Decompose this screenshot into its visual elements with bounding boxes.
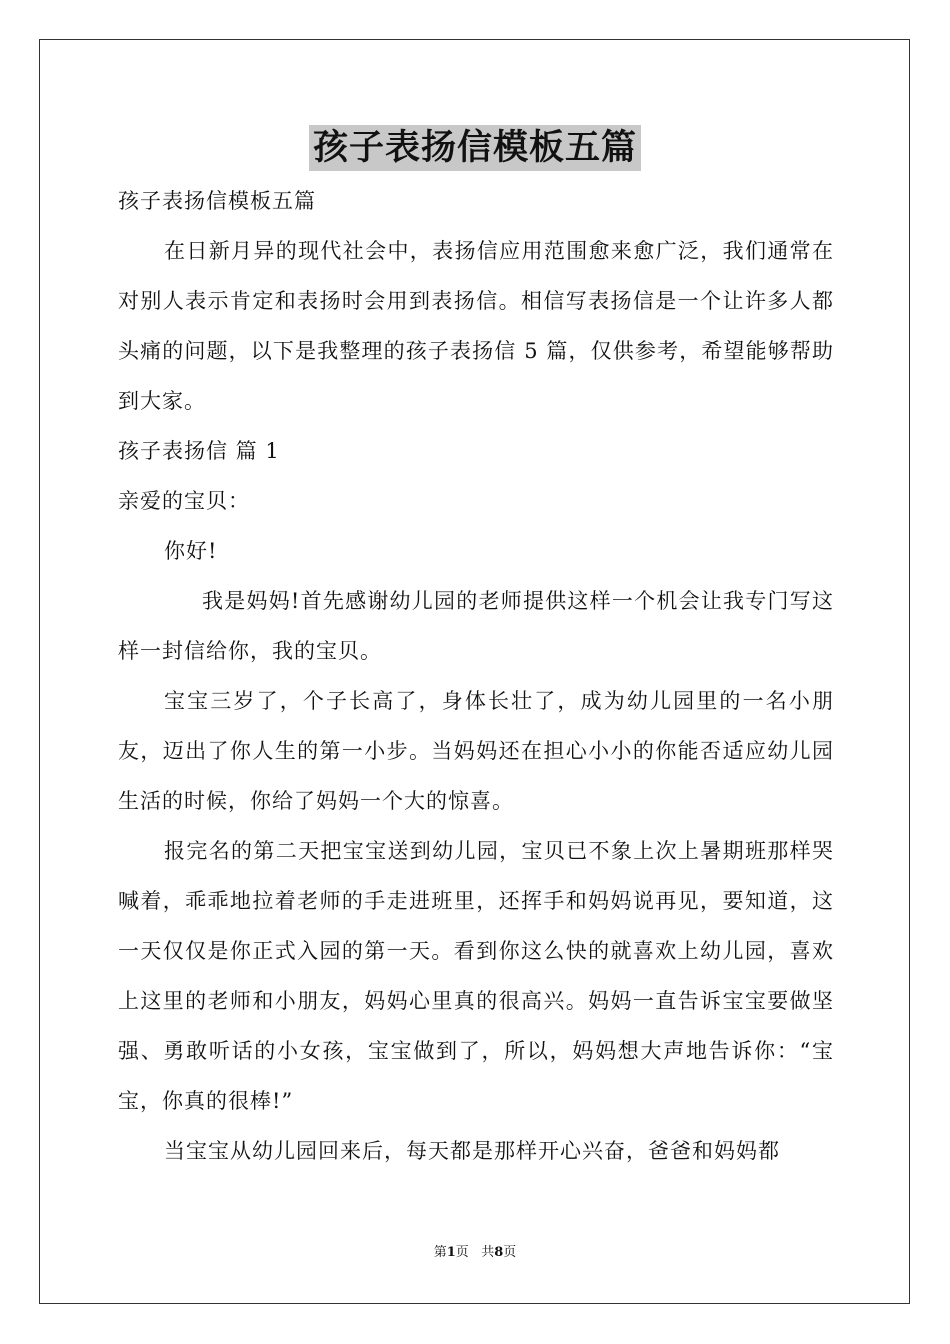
page-prefix: 第 [433, 1245, 447, 1260]
page-suffix: 页 [455, 1245, 469, 1260]
document-title: 孩子表扬信模板五篇 [309, 125, 641, 171]
intro-paragraph: 在日新月异的现代社会中，表扬信应用范围愈来愈广泛，我们通常在对别人表示肯定和表扬时会用到表扬信。相信写表扬信是一个让许多人都头痛的问题，以下是我整理的孩子表扬信 5 篇，仅供参考，希望能够帮助到大家。 [118, 239, 834, 413]
page-footer [0, 1244, 950, 1262]
salutation: 亲爱的宝贝： [118, 489, 250, 513]
total-suffix: 页 [503, 1245, 517, 1260]
title-container [0, 125, 950, 171]
page-number: 1 [446, 1245, 456, 1260]
body-paragraph: 报完名的第二天把宝宝送到幼儿园，宝贝已不象上次上暑期班那样哭喊着，乖乖地拉着老师的手走进班里，还挥手和妈妈说再见，要知道，这一天仅仅是你正式入园的第一天。看到你这么快的就喜欢上幼儿园，喜欢上这里的老师和小朋友，妈妈心里真的很高兴。妈妈一直告诉宝宝要做坚强、勇敢听话的小女孩，宝宝做到了，所以，妈妈想大声地告诉你：“宝宝，你真的很棒!” [118, 839, 834, 1113]
greeting: 你好! [164, 539, 218, 563]
document-body [118, 176, 834, 1176]
body-paragraph: 宝宝三岁了，个子长高了，身体长壮了，成为幼儿园里的一名小朋友，迈出了你人生的第一小步。当妈妈还在担心小小的你能否适应幼儿园生活的时候，你给了妈妈一个大的惊喜。 [118, 689, 834, 813]
body-paragraph: 我是妈妈!首先感谢幼儿园的老师提供这样一个机会让我专门写这样一封信给你，我的宝贝。 [118, 589, 834, 663]
subtitle-line: 孩子表扬信模板五篇 [118, 189, 316, 213]
body-paragraph: 当宝宝从幼儿园回来后，每天都是那样开心兴奋，爸爸和妈妈都 [164, 1139, 780, 1163]
total-pages: 8 [494, 1245, 504, 1260]
total-prefix: 共 [481, 1245, 495, 1260]
section-heading: 孩子表扬信 篇 1 [118, 439, 280, 463]
